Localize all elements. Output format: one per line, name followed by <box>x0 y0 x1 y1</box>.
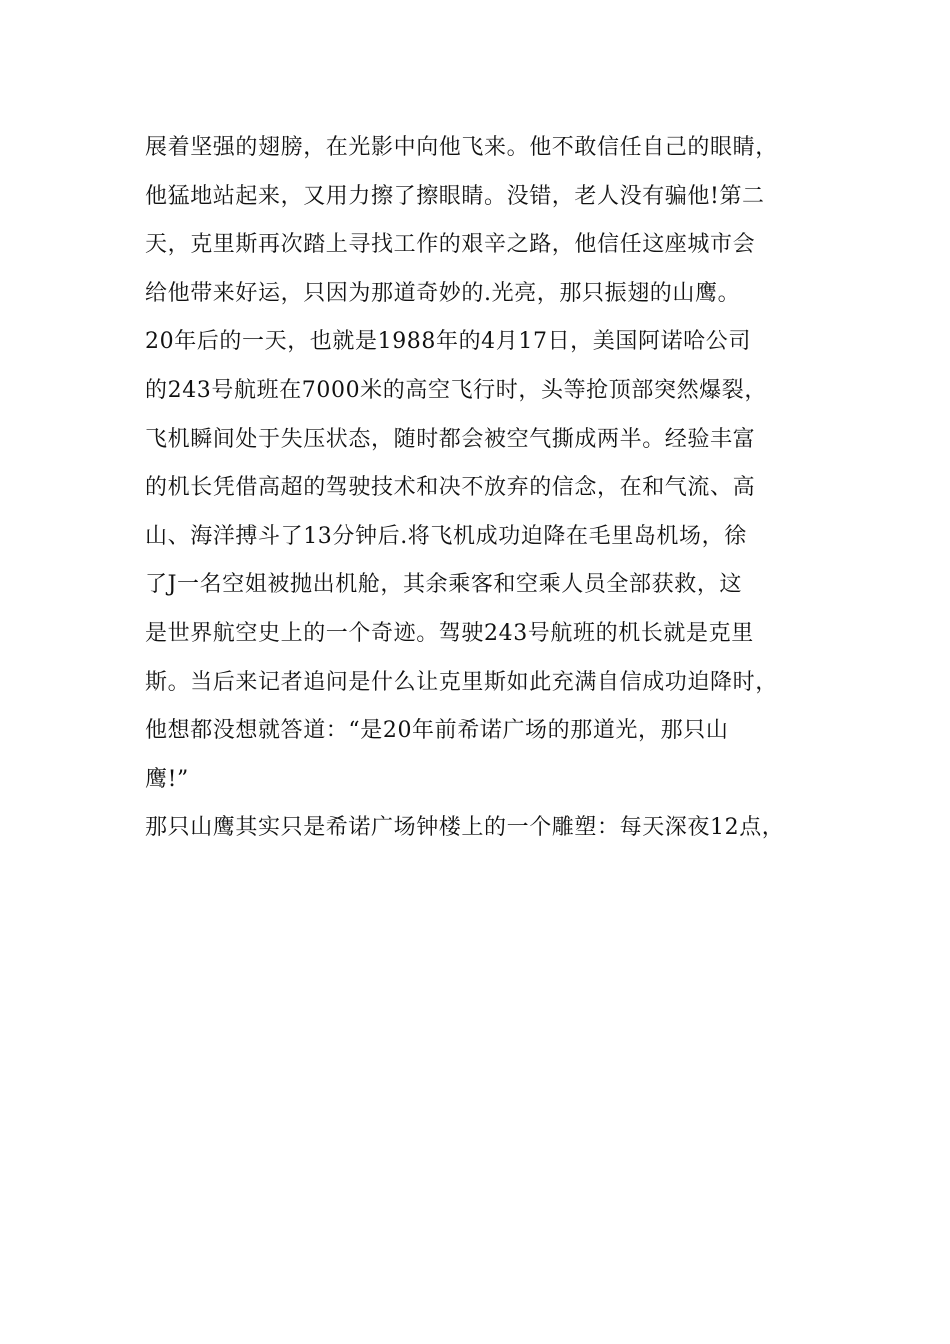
text-line: 了J一名空姐被抛出机舱，其余乘客和空乘人员全部获救，这 <box>145 572 743 598</box>
text-line: 给他带来好运，只因为那道奇妙的.光亮，那只振翅的山鹰。 <box>145 280 741 306</box>
text-line: 展着坚强的翅膀，在光影中向他飞来。他不敢信任自己的眼睛， <box>145 135 778 160</box>
text-line: 斯。当后来记者追问是什么让克里斯如此充满自信成功迫降时， <box>145 669 778 695</box>
text-line: 20年后的一天，也就是1988年的4月17日，美国阿诺哈公司 <box>145 329 751 355</box>
text-line: 鹰!” <box>145 766 189 792</box>
text-line: 他想都没想就答道：“是20年前希诺广场的那道光，那只山 <box>145 718 729 744</box>
text-line: 山、海洋搏斗了13分钟后.将飞机成功迫降在毛里岛机场，徐 <box>145 523 747 549</box>
text-line: 是世界航空史上的一个奇迹。驾驶243号航班的机长就是克里 <box>145 620 754 646</box>
text-line: 那只山鹰其实只是希诺广场钟楼上的一个雕塑：每天深夜12点， <box>145 815 785 841</box>
text-line: 他猛地站起来，又用力擦了擦眼睛。没错，老人没有骗他!第二 <box>145 183 765 209</box>
text-line: 的机长凭借高超的驾驶技术和决不放弃的信念，在和气流、高 <box>145 475 756 501</box>
text-line: 的243号航班在7000米的高空飞行时，头等抢顶部突然爆裂， <box>145 377 767 403</box>
text-line: 飞机瞬间处于失压状态，随时都会被空气撕成两半。经验丰富 <box>145 426 756 452</box>
text-line: 天，克里斯再次踏上寻找工作的艰辛之路，他信任这座城市会 <box>145 232 756 258</box>
body-text <box>145 124 835 853</box>
